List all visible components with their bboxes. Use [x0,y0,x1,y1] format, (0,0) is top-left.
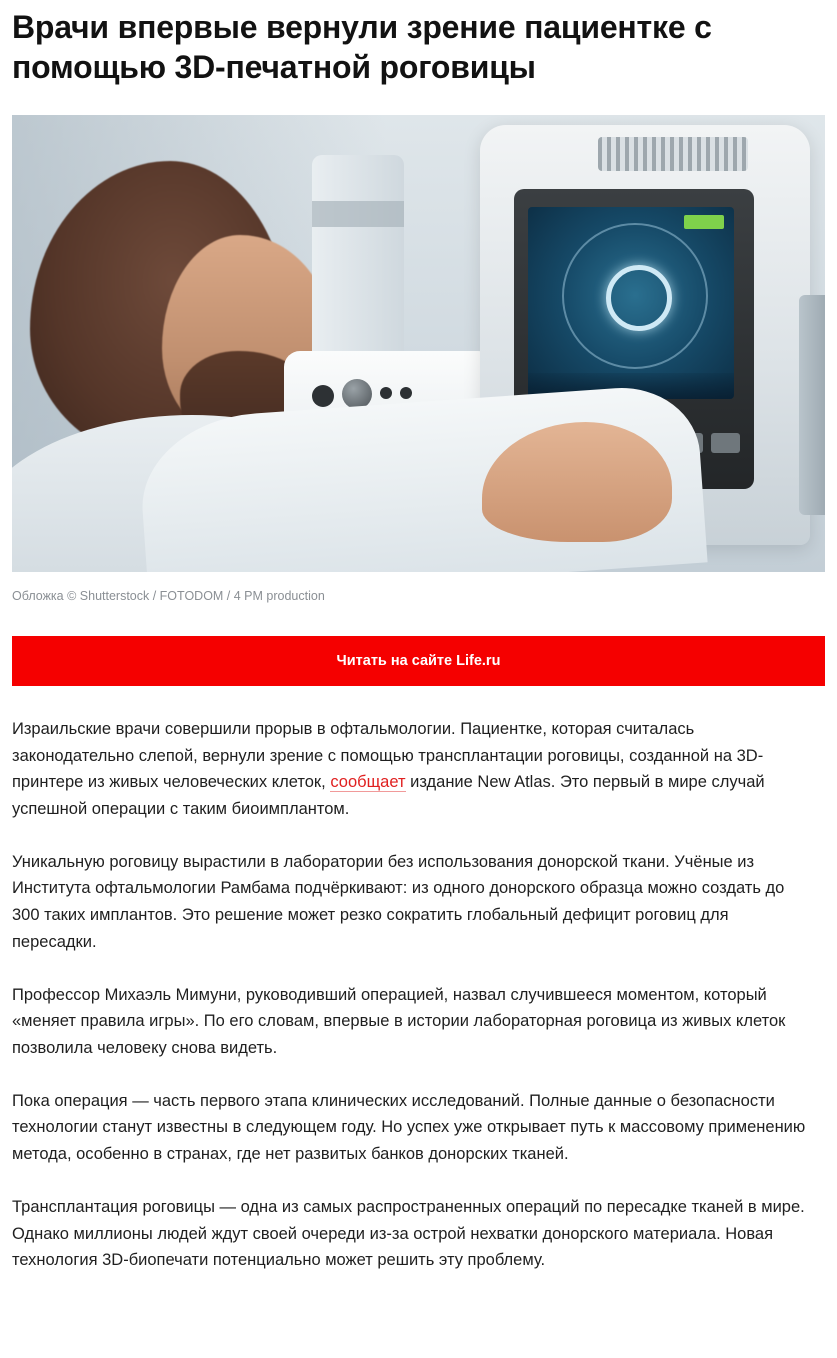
paragraph-4: Пока операция — часть первого этапа клинических исследований. Полные данные о безопасности технологии станут известны в следующем году. Но успех уже открывает путь к массовому применению метода, особенно в странах, где нет развитых банков донорских тканей. [12,1091,806,1164]
page-title: Врачи впервые вернули зрение пациентке с помощью 3D-печатной роговицы [12,9,712,85]
article-body [12,716,825,1274]
image-credit: Обложка © Shutterstock / FOTODOM / 4 PM production [12,589,325,604]
device-right-edge [799,295,825,515]
paragraph-1-text-before-link: Израильские врачи совершили прорыв в офтальмологии. Пациентке, которая считалась законодательно слепой, вернули зрение с помощью трансплантации роговицы, созданной на 3D-принтере из живых человеческих клеток, [12,719,764,792]
device-vent-grille [598,137,748,171]
device-button [711,433,740,453]
screen-status-badge [684,215,724,229]
paragraph-5: Трансплантация роговицы — одна из самых распространенных операций по пересадке тканей в мире. Однако миллионы людей ждут своей очереди из-за острой нехватки донорского материала. Новая технология 3D-биопечати потенциально может решить эту проблему. [12,1197,805,1270]
paragraph-1-text-after-link: издание New Atlas. Это первый в мире случай успешной операции с таким биоимплантом. [12,773,765,818]
hero-image-ophthalmology-exam [12,115,825,572]
read-on-site-button[interactable]: Читать на сайте Life.ru [12,636,825,686]
source-link[interactable]: сообщает [330,773,406,792]
device-column [312,155,404,365]
paragraph-3: Профессор Михаэль Мимуни, руководивший операцией, назвал случившееся моментом, который «меняет правила игры». По его словам, впервые в истории лабораторная роговица из живых клеток позволила человеку снова видеть. [12,985,786,1058]
device-screen [528,207,734,399]
paragraph-1 [12,716,812,823]
hero-figure [12,115,825,606]
device-column-band [312,201,404,227]
paragraph-2: Уникальную роговицу вырастили в лаборатории без использования донорской ткани. Учёные из Института офтальмологии Рамбама подчёркивают: из одного донорского образца можно создать до 300 таких имплантов. Это решение может резко сократить глобальный дефицит роговиц для пересадки. [12,852,785,951]
screen-pupil-ring [606,265,672,331]
article-page [0,8,837,1274]
